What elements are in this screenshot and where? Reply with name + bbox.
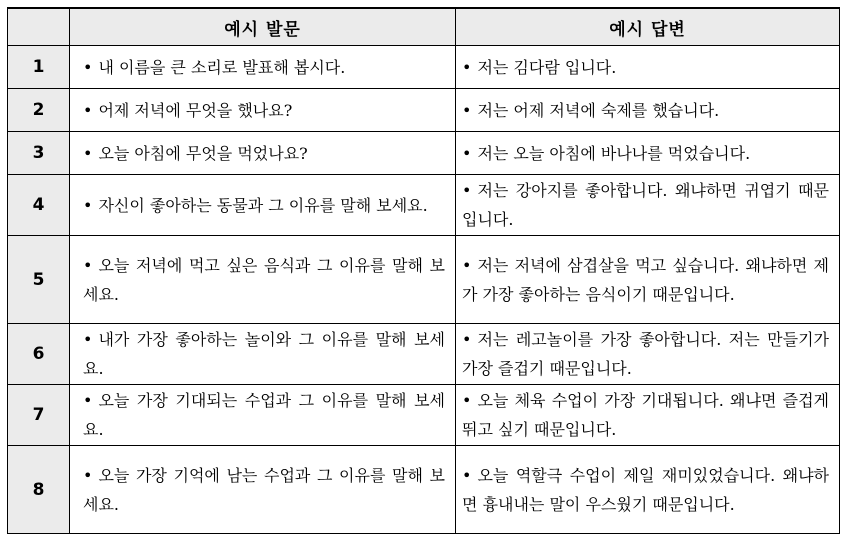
question-cell (70, 236, 456, 324)
question-cell (70, 446, 456, 534)
qa-table-container (7, 7, 840, 534)
question-cell (70, 324, 456, 385)
answer-text: 저는 저녁에 삼겹살을 먹고 싶습니다. 왜냐하면 제가 가장 좋아하는 음식이기 때문입니다. (462, 255, 829, 304)
question-text: 내 이름을 큰 소리로 발표해 봅시다. (98, 57, 346, 77)
question-text: 자신이 좋아하는 동물과 그 이유를 말해 보세요. (98, 195, 428, 215)
question-text: 오늘 가장 기억에 남는 수업과 그 이유를 말해 보세요. (83, 465, 445, 514)
answer-text: 저는 강아지를 좋아합니다. 왜냐하면 귀엽기 때문입니다. (462, 181, 829, 229)
row-number: 7 (8, 385, 70, 446)
row-number: 5 (8, 236, 70, 324)
question-cell (70, 89, 456, 132)
answer-cell (456, 46, 840, 89)
bullet: • (83, 255, 93, 275)
header-question: 예시 발문 (70, 8, 456, 46)
question-cell (70, 175, 456, 236)
answer-cell (456, 324, 840, 385)
header-answer: 예시 답변 (456, 8, 840, 46)
bullet: • (462, 100, 472, 120)
question-cell (70, 46, 456, 89)
table-row (8, 175, 840, 236)
bullet: • (462, 465, 472, 485)
row-number: 3 (8, 132, 70, 175)
question-text: 오늘 아침에 무엇을 먹었나요? (98, 143, 308, 163)
table-row (8, 236, 840, 324)
table-row (8, 385, 840, 446)
bullet: • (83, 57, 93, 77)
bullet: • (83, 330, 93, 349)
question-text: 내가 가장 좋아하는 놀이와 그 이유를 말해 보세요. (83, 330, 445, 378)
question-cell (70, 132, 456, 175)
table-row (8, 324, 840, 385)
table-row (8, 89, 840, 132)
table-row (8, 132, 840, 175)
row-number: 4 (8, 175, 70, 236)
answer-text: 저는 김다람 입니다. (477, 57, 617, 77)
bullet: • (83, 465, 93, 485)
question-cell (70, 385, 456, 446)
answer-text: 오늘 체육 수업이 가장 기대됩니다. 왜냐면 즐겁게 뛰고 싶기 때문입니다. (462, 391, 829, 439)
answer-cell (456, 89, 840, 132)
bullet: • (462, 255, 472, 275)
question-text: 오늘 저녁에 먹고 싶은 음식과 그 이유를 말해 보세요. (83, 255, 445, 304)
bullet: • (462, 181, 472, 200)
question-text: 오늘 가장 기대되는 수업과 그 이유를 말해 보세요. (83, 391, 445, 439)
answer-cell (456, 385, 840, 446)
answer-text: 저는 오늘 아침에 바나나를 먹었습니다. (477, 143, 751, 163)
bullet: • (83, 195, 93, 215)
header-row (8, 8, 840, 46)
row-number: 1 (8, 46, 70, 89)
example-qa-table (7, 7, 840, 534)
bullet: • (83, 100, 93, 120)
answer-cell (456, 132, 840, 175)
answer-cell (456, 446, 840, 534)
answer-text: 저는 어제 저녁에 숙제를 했습니다. (477, 100, 720, 120)
table-row (8, 46, 840, 89)
answer-text: 저는 레고놀이를 가장 좋아합니다. 저는 만들기가 가장 즐겁기 때문입니다. (462, 330, 829, 378)
answer-cell (456, 236, 840, 324)
bullet: • (462, 391, 472, 410)
question-text: 어제 저녁에 무엇을 했나요? (98, 100, 293, 120)
table-row (8, 446, 840, 534)
row-number: 6 (8, 324, 70, 385)
bullet: • (83, 391, 93, 410)
row-number: 2 (8, 89, 70, 132)
bullet: • (462, 57, 472, 77)
row-number: 8 (8, 446, 70, 534)
answer-cell (456, 175, 840, 236)
header-number (8, 8, 70, 46)
bullet: • (462, 143, 472, 163)
bullet: • (83, 143, 93, 163)
bullet: • (462, 330, 472, 349)
answer-text: 오늘 역할극 수업이 제일 재미있었습니다. 왜냐하면 흉내내는 말이 우스웠기 때문입니다. (462, 465, 829, 514)
